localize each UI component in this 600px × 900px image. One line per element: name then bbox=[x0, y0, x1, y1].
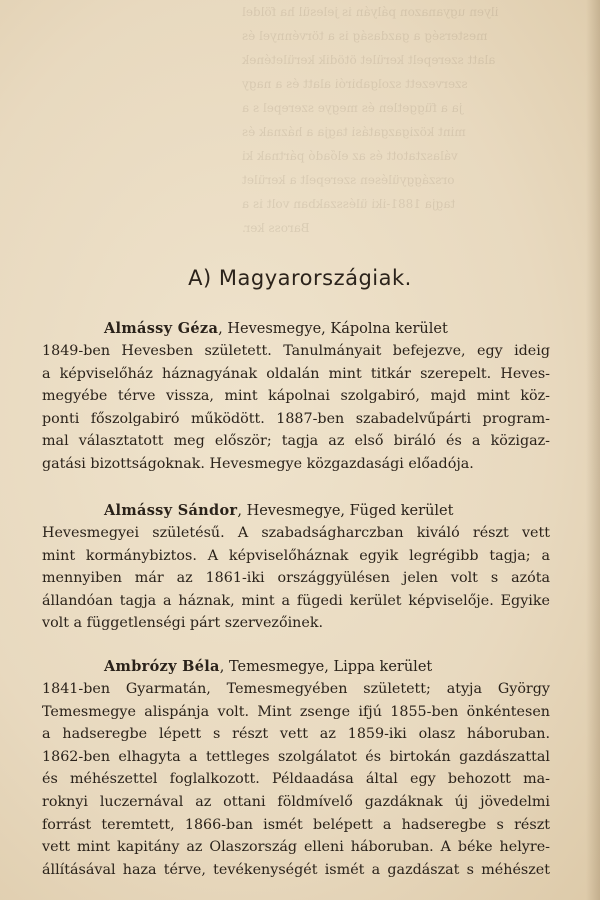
entry-line: gatási bizottságoknak. Hevesmegye közgazdasági előadója. bbox=[42, 455, 474, 472]
entry-line: a hadseregbe lépett s részt vett az 1859-iki olasz háboruban. bbox=[42, 726, 550, 743]
entry-line: forrást teremtett, 1866-ban ismét belépett a hadseregbe s részt bbox=[42, 816, 550, 833]
entry-line: állandóan tagja a háznak, mint a fügedi kerület képviselője. Egyike bbox=[42, 592, 550, 609]
entry-line: vett mint kapitány az Olaszország elleni háboruban. A béke helyre- bbox=[42, 839, 550, 856]
entry-ambrozy-bela bbox=[42, 656, 550, 881]
entry-line: állításával haza térve, tevékenységét ismét a gazdászat s méhészet bbox=[42, 861, 550, 878]
entry-heading bbox=[42, 656, 550, 678]
entry-heading bbox=[42, 500, 550, 522]
entry-name: Almássy Sándor bbox=[104, 502, 238, 519]
entry-line: 1862-ben elhagyta a tettleges szolgálatot és birtokán gazdászattal bbox=[42, 748, 550, 765]
entry-line: mal választatott meg először; tagja az első biráló és a közigaz- bbox=[42, 433, 550, 450]
entry-line: Temesmegye alispánja volt. Mint zsenge ifjú 1855-ben önkéntesen bbox=[42, 703, 550, 720]
entry-line: mint kormánybiztos. A képviselőháznak egyik legrégibb tagja; a bbox=[42, 547, 550, 564]
entry-line: Hevesmegyei születésű. A szabadságharczban kiváló részt vett bbox=[42, 525, 550, 541]
entry-line: 1849-ben Hevesben született. Tanulmányait befejezve, egy ideig bbox=[42, 343, 550, 359]
entry-almassy-sandor bbox=[42, 500, 550, 635]
entry-place: Hevesmegye, Kápolna kerület bbox=[222, 321, 448, 337]
entry-place: Hevesmegye, Füged kerület bbox=[241, 503, 454, 519]
entry-line: és méhészettel foglalkozott. Példaadása által egy behozott ma- bbox=[42, 771, 550, 788]
entry-line: 1841-ben Gyarmatán, Temesmegyében született; atyja György bbox=[42, 681, 550, 697]
entry-separator: , bbox=[219, 659, 225, 675]
section-title: A) Magyarországiak. bbox=[188, 266, 412, 290]
entry-line: roknyi luczernával az ottani földmívelő gazdáknak új jövedelmi bbox=[42, 793, 550, 810]
entry-separator: , bbox=[237, 503, 242, 519]
entry-line: mennyiben már az 1861-iki országgyülésen jelen volt s azóta bbox=[42, 570, 550, 587]
entry-almassy-geza bbox=[42, 318, 550, 476]
bleed-through-text: ilyen ugyanazon pályán is jelesül ha földel mesterség a gazdaság is a törvénnyel és alatt szerepelt kerület ötödik kerületének szervezett szolgabirói alatt és a nagy ja a független és megye szerepel s a mint közigazgatási tagja a háznak és választatott és az előadó pártnak ki országgyülésen szerepelt a kerület tagja 1881-iki ülésszakban volt is a Baross ker. bbox=[242, 5, 499, 235]
entry-name: Almássy Géza bbox=[104, 320, 219, 337]
entry-place: Temesmegye, Lippa kerület bbox=[224, 659, 433, 675]
entry-line: a képviselőház háznagyának oldalán mint titkár szerepelt. Heves- bbox=[42, 365, 550, 382]
entry-line: megyébe térve vissza, mint kápolnai szolgabiró, majd mint köz- bbox=[42, 388, 550, 405]
entry-line: volt a függetlenségi párt szervezőinek. bbox=[42, 615, 324, 632]
entry-separator: , bbox=[218, 321, 223, 337]
entry-name: Ambrózy Béla bbox=[104, 658, 220, 675]
entry-line: ponti főszolgabiró működött. 1887-ben szabadelvűpárti program- bbox=[42, 410, 550, 427]
page-gutter-shadow bbox=[586, 0, 600, 900]
entry-heading bbox=[42, 318, 550, 340]
